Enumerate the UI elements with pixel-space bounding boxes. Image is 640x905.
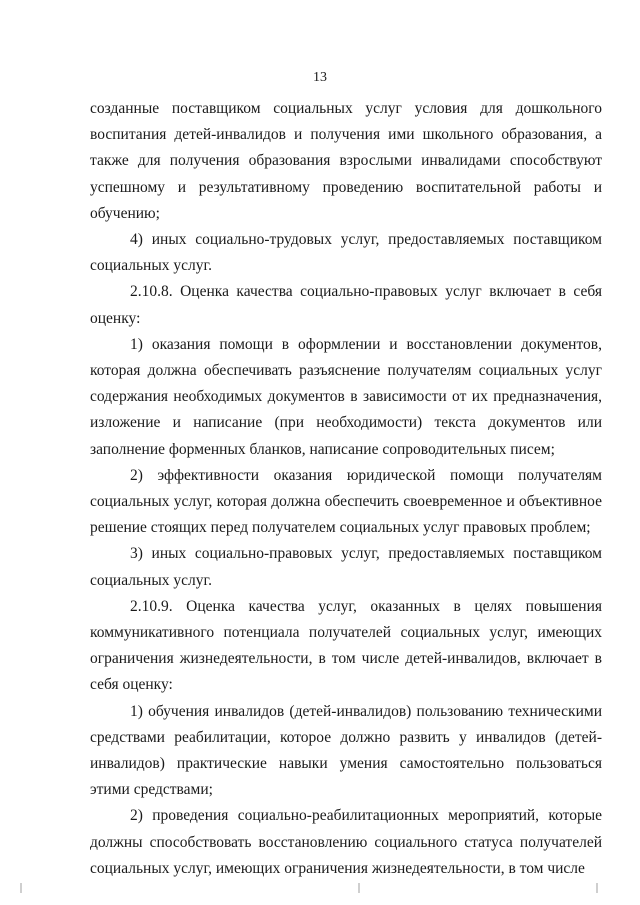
document-body bbox=[90, 96, 602, 882]
paragraph: 2) эффективности оказания юридической помощи получателям социальных услуг, которая должна обеспечить своевременное и объективное решение стоящих перед получателем социальных услуг правовых проблем; bbox=[90, 466, 602, 537]
paragraph: 2.10.8. Оценка качества социально-правовых услуг включает в себя оценку: bbox=[90, 283, 602, 327]
paragraph: 1) оказания помощи в оформлении и восстановлении документов, которая должна обеспечивать разъяснение получателям социальных услуг содержания необходимых документов в зависимости от их предназначения, изложение и написание (при необходимости) текста документов или заполнение форменных бланков, написание сопроводительных писем; bbox=[90, 335, 602, 458]
paragraph: созданные поставщиком социальных услуг условия для дошкольного воспитания детей-инвалидов и получения ими школьного образования, а также для получения образования взрослыми инвалидами способствуют успешному и результативному проведению воспитательной работы и обучению; bbox=[90, 100, 602, 222]
paragraph: 2.10.9. Оценка качества услуг, оказанных в целях повышения коммуникативного потенциала получателей социальных услуг, имеющих ограничения жизнедеятельности, в том числе детей-инвалидов, включает в себя оценку: bbox=[90, 597, 602, 694]
paragraph: 4) иных социально-трудовых услуг, предоставляемых поставщиком социальных услуг. bbox=[90, 231, 602, 275]
paragraph: 1) обучения инвалидов (детей-инвалидов) пользованию техническими средствами реабилитации, которое должно развить у инвалидов (детей-инвалидов) практические навыки умения самостоятельно пользоваться этими средствами; bbox=[90, 702, 602, 799]
paragraph: 2) проведения социально-реабилитационных мероприятий, которые должны способствовать восстановлению социального статуса получателей социальных услуг, имеющих ограничения жизнедеятельности, в том числе bbox=[90, 807, 602, 877]
paragraph: 3) иных социально-правовых услуг, предоставляемых поставщиком социальных услуг. bbox=[90, 545, 602, 589]
scan-edge-mark bbox=[596, 883, 598, 893]
scan-edge-mark bbox=[358, 883, 360, 893]
page-number: 13 bbox=[313, 70, 327, 85]
scan-edge-mark bbox=[20, 883, 22, 893]
